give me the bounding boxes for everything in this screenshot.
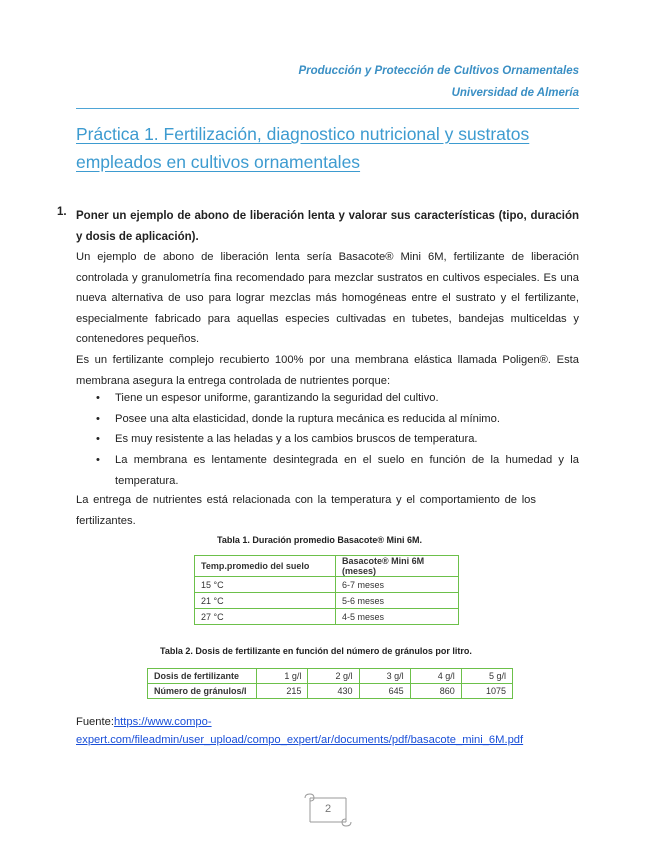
table-header-row — [195, 556, 459, 577]
bullet-marker: • — [96, 413, 100, 425]
table-cell: 21 °C — [195, 593, 336, 609]
table-header-cell: Temp.promedio del suelo — [195, 556, 336, 577]
table-row — [148, 669, 513, 684]
source-citation — [76, 713, 596, 749]
bullet-marker: • — [96, 392, 100, 404]
header-divider — [76, 108, 579, 109]
table-row — [195, 577, 459, 593]
practice-title-line-2: empleados en cultivos ornamentales — [76, 152, 361, 172]
header-course-title: Producción y Protección de Cultivos Ornamentales — [298, 65, 579, 77]
table-row-label: Número de gránulos/l — [148, 684, 257, 699]
header-university: Universidad de Almería — [451, 87, 579, 99]
table-cell: 860 — [410, 684, 461, 699]
table-cell: 27 °C — [195, 609, 336, 625]
table-cell: 4 g/l — [410, 669, 461, 684]
question-text: Poner un ejemplo de abono de liberación lenta y valorar sus características (tipo, duración y dosis de aplicación). — [76, 210, 579, 243]
table-cell: 2 g/l — [308, 669, 359, 684]
source-link-line-1: https://www.compo- — [113, 716, 212, 728]
table-row — [195, 609, 459, 625]
source-label: Fuente: — [76, 716, 114, 728]
table-cell: 5-6 meses — [336, 593, 459, 609]
source-link[interactable] — [76, 716, 523, 746]
table-cell: 1075 — [461, 684, 512, 699]
table-row — [195, 593, 459, 609]
paragraph-example: Un ejemplo de abono de liberación lenta sería Basacote® Mini 6M, fertilizante de liberación controlada y granulometría fina recomendado para mezclar sustratos en cultivos especiales. Es una nueva alternativa de uso para lograr mezclas más homogéneas entre el sustrato y el fertilizante, especialmente fabricado para aquellas especies cultivadas en tubetes, bandejas multiceldas y contenedores pequeños. — [76, 251, 579, 345]
table-cell: 1 g/l — [257, 669, 308, 684]
paragraph-nutrient-delivery: La entrega de nutrientes está relacionada con la temperatura y el comportamiento de los fertilizantes. — [76, 494, 536, 527]
table2-caption: Tabla 2. Dosis de fertilizante en función del número de gránulos por litro. — [160, 646, 472, 656]
table-row-label: Dosis de fertilizante — [148, 669, 257, 684]
table-cell: 15 °C — [195, 577, 336, 593]
table1-caption: Tabla 1. Duración promedio Basacote® Mini 6M. — [217, 535, 423, 545]
question-number: 1. — [57, 206, 67, 218]
table-cell: 4-5 meses — [336, 609, 459, 625]
table-cell: 6-7 meses — [336, 577, 459, 593]
bullet-item-elasticity: Posee una alta elasticidad, donde la ruptura mecánica es reducida al mínimo. — [115, 413, 500, 425]
bullet-item-disintegration: La membrana es lentamente desintegrada en el suelo en función de la humedad y la temperatura. — [115, 454, 579, 487]
bullet-marker: • — [96, 454, 100, 466]
source-link-line-2: expert.com/fileadmin/user_upload/compo_expert/ar/documents/pdf/basacote_mini_6M.pdf — [76, 734, 524, 746]
table-cell: 3 g/l — [359, 669, 410, 684]
bullet-item-uniform: Tiene un espesor uniforme, garantizando la seguridad del cultivo. — [115, 392, 439, 404]
paragraph-membrane: Es un fertilizante complejo recubierto 100% por una membrana elástica llamada Poligen®. Esta membrana asegura la entrega controlada de nutrientes porque: — [76, 354, 579, 387]
bullet-item-frost: Es muy resistente a las heladas y a los cambios bruscos de temperatura. — [115, 433, 478, 445]
duration-table — [194, 555, 459, 625]
page-number: 2 — [324, 803, 332, 815]
table-cell: 5 g/l — [461, 669, 512, 684]
dosage-table — [147, 668, 513, 699]
table-cell: 430 — [308, 684, 359, 699]
table-cell: 215 — [257, 684, 308, 699]
practice-title-line-1: Práctica 1. Fertilización, diagnostico nutricional y sustratos — [76, 124, 530, 144]
table-header-cell: Basacote® Mini 6M (meses) — [336, 556, 459, 577]
table-row — [148, 684, 513, 699]
bullet-marker: • — [96, 433, 100, 445]
table-cell: 645 — [359, 684, 410, 699]
